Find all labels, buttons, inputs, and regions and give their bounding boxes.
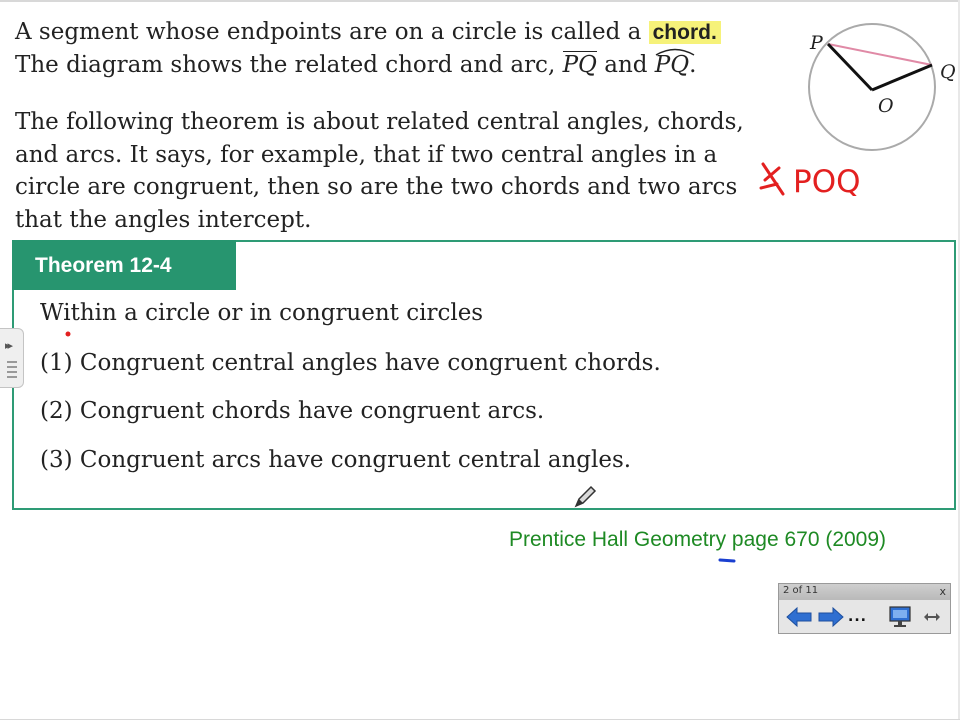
pen-cursor-icon <box>572 484 598 510</box>
arc-overline-icon <box>655 47 695 56</box>
point-p-label: P <box>810 32 823 54</box>
circle-diagram <box>800 20 960 165</box>
theorem-title: Theorem 12-4 <box>12 240 236 290</box>
more-options-button[interactable]: ... <box>848 609 867 625</box>
next-page-button[interactable] <box>817 605 845 629</box>
red-ink-dot <box>64 330 72 338</box>
blue-ink-mark <box>718 556 736 564</box>
intro-paragraph <box>15 16 735 81</box>
theorem-line-3: (3) Congruent arcs have congruent central angles. <box>40 447 632 473</box>
sidebar-expand-handle[interactable] <box>0 328 24 388</box>
theorem-line-intro: Within a circle or in congruent circles <box>40 300 484 326</box>
intro-line1: A segment whose endpoints are on a circle is called a <box>15 19 642 45</box>
arc-pq-label: PQ <box>654 52 690 78</box>
close-icon[interactable]: x <box>939 585 946 598</box>
chord-pq-label: PQ <box>562 52 597 78</box>
center-o-label: O <box>878 95 894 117</box>
arc-pq-label-wrap <box>655 52 689 78</box>
grip-line <box>7 361 17 363</box>
grip-line <box>7 376 17 378</box>
theorem-line-2: (2) Congruent chords have congruent arcs. <box>40 398 545 424</box>
source-citation: Prentice Hall Geometry page 670 (2009) <box>509 528 887 551</box>
intro-line2-suffix: . <box>689 52 697 78</box>
chord-term-highlight: chord. <box>649 21 721 44</box>
horizontal-resize-icon <box>924 613 940 621</box>
grip-line <box>7 371 17 373</box>
grip-line <box>7 366 17 368</box>
navigator-titlebar <box>779 584 950 600</box>
monitor-icon <box>890 607 910 627</box>
arrow-right-icon <box>819 608 843 626</box>
page-counter: 2 of 11 <box>783 585 819 596</box>
double-chevron-right-icon: ▸▸ <box>5 339 11 352</box>
intro-line2: The diagram shows the related chord and arc, <box>15 52 556 78</box>
theorem-explanation-paragraph: The following theorem is about related central angles, chords, and arcs. It says, for example, that if two central angles in a circle are congruent, then so are the two chords and two arcs that the angles intercept. <box>15 109 744 233</box>
intro-joiner: and <box>604 52 648 78</box>
screen-view-button[interactable] <box>887 605 913 629</box>
radius-oq <box>872 65 932 90</box>
handwritten-angle-annotation <box>755 150 875 210</box>
resize-handle-button[interactable] <box>921 605 943 629</box>
window-top-border <box>0 0 960 2</box>
angle-poq-letters: POQ <box>793 164 861 200</box>
point-q-label: Q <box>940 61 956 83</box>
theorem-line-1: (1) Congruent central angles have congruent chords. <box>40 350 661 376</box>
previous-page-button[interactable] <box>785 605 813 629</box>
arrow-left-icon <box>787 608 811 626</box>
circle-outline <box>809 24 935 150</box>
